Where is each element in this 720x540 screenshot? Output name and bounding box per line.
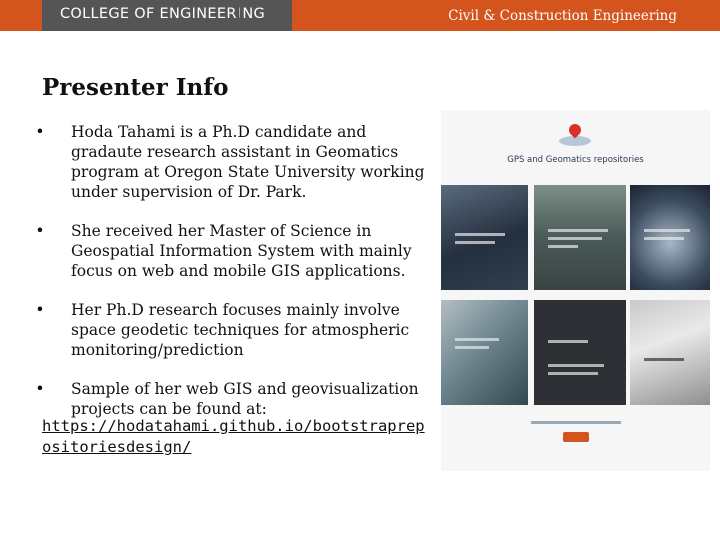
text-placeholder: [548, 237, 602, 240]
slide-title: Presenter Info: [42, 74, 229, 101]
bullet-marker: •: [35, 123, 45, 141]
bullet-item: [30, 122, 430, 202]
text-placeholder: [455, 233, 505, 236]
college-banner: [42, 0, 292, 31]
header-bar: [0, 0, 720, 31]
project-link[interactable]: https://hodatahami.github.io/bootstraprepositoriesdesign/: [42, 417, 425, 456]
bullet-marker: •: [35, 222, 45, 240]
website-screenshot: [441, 110, 710, 471]
repository-tile: [630, 185, 710, 290]
repository-tile: [534, 300, 626, 405]
footer-text-placeholder: [531, 421, 621, 424]
university-logo: [563, 432, 589, 442]
text-placeholder: [548, 372, 598, 375]
text-placeholder: [644, 237, 684, 240]
bullet-text: Hoda Tahami is a Ph.D candidate and gradaute research assistant in Geomatics program at Oregon State University working under supervision of Dr. Park.: [71, 123, 425, 201]
repository-tile: [441, 185, 528, 290]
text-placeholder: [455, 338, 499, 341]
bullet-list: [30, 122, 430, 438]
text-placeholder: [548, 340, 588, 343]
text-placeholder: [548, 245, 578, 248]
bullet-item: [30, 221, 430, 281]
screenshot-title: GPS and Geomatics repositories: [507, 155, 644, 165]
repository-tile: [630, 300, 710, 405]
college-name: COLLEGE OF ENGINEER|NG: [60, 6, 266, 22]
bullet-text: Her Ph.D research focuses mainly involve space geodetic techniques for atmospheric monitoring/prediction: [71, 301, 410, 359]
bullet-item: [30, 300, 430, 360]
text-placeholder: [455, 241, 495, 244]
bullet-text: She received her Master of Science in Geospatial Information System with mainly focus on web and mobile GIS applications.: [71, 222, 412, 280]
text-placeholder: [455, 346, 489, 349]
text-placeholder: [548, 229, 608, 232]
bullet-marker: •: [35, 380, 45, 398]
department-name: Civil & Construction Engineering: [448, 8, 677, 24]
repository-tile: [441, 300, 528, 405]
repository-tile: [534, 185, 626, 290]
text-placeholder: [644, 229, 690, 232]
text-placeholder: [548, 364, 604, 367]
bullet-item: [30, 379, 430, 419]
bullet-marker: •: [35, 301, 45, 319]
text-placeholder: [644, 358, 684, 361]
bullet-text: Sample of her web GIS and geovisualization projects can be found at:: [71, 380, 419, 418]
